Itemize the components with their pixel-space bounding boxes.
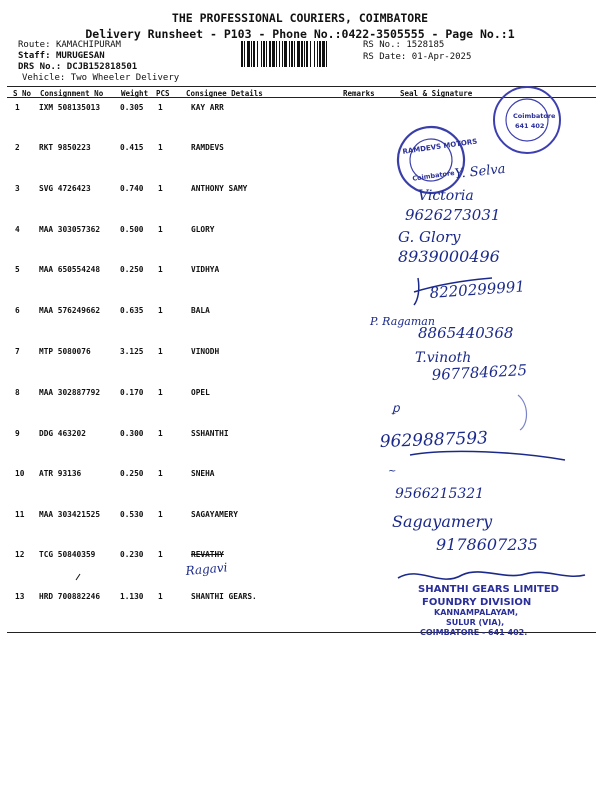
- rs-no-label: RS No.:: [363, 40, 401, 50]
- row-weight: 0.300: [120, 429, 144, 438]
- row-weight: 0.250: [120, 469, 144, 478]
- col-seal: Seal & Signature: [400, 89, 473, 98]
- route-value: KAMACHIPURAM: [55, 40, 121, 50]
- hw-r10-phone: 9566215321: [395, 486, 485, 502]
- rs-no-value: 1528185: [406, 40, 445, 50]
- row-pcs: 1: [158, 143, 163, 152]
- row-pcs: 1: [158, 265, 163, 274]
- row-pcs: 1: [158, 429, 163, 438]
- shanthi-line3: KANNAMPALAYAM,: [434, 608, 518, 617]
- row-consignee: VINODH: [191, 347, 220, 356]
- table-row: [0, 306, 600, 347]
- row-sno: 9: [15, 429, 20, 438]
- vehicle-label: Vehicle:: [22, 73, 66, 83]
- row-consignee: GLORY: [191, 225, 215, 234]
- table-row: [0, 347, 600, 388]
- hw-r7-signature: T.vinoth: [415, 350, 472, 366]
- table-row: [0, 469, 600, 510]
- row-consignee: RAMDEVS: [191, 143, 224, 152]
- kayarr-city: Coimbatore: [513, 112, 556, 120]
- staff-value: MURUGESAN: [55, 51, 105, 61]
- shanthi-line4: SULUR (VIA),: [446, 618, 505, 627]
- rs-no-info: [363, 40, 444, 50]
- row-pcs: 1: [158, 225, 163, 234]
- row-pcs: 1: [158, 388, 163, 397]
- table-row: [0, 388, 600, 429]
- row-consignee: KAY ARR: [191, 103, 224, 112]
- staff-info: [18, 51, 105, 61]
- hw-r11-signature: Sagayamery: [392, 512, 493, 531]
- row-sno: 3: [15, 184, 20, 193]
- hw-r3-phone: 9626273031: [405, 206, 501, 224]
- row-sno: 2: [15, 143, 20, 152]
- row-sno: 12: [15, 550, 25, 559]
- row-weight: 0.305: [120, 103, 144, 112]
- row-consignee: SHANTHI GEARS.: [191, 592, 257, 601]
- col-sno: S No: [13, 89, 32, 98]
- row-consignment: IXM 508135013: [39, 103, 101, 112]
- shanthi-line2: FOUNDRY DIVISION: [422, 597, 532, 608]
- row-weight: 1.130: [120, 592, 144, 601]
- row-pcs: 1: [158, 347, 163, 356]
- row-pcs: 1: [158, 103, 163, 112]
- hw-r10-mark: ~: [388, 466, 397, 477]
- barcode: [241, 41, 353, 67]
- ramdevs-bottom: Coimbatore: [411, 168, 456, 183]
- row-sno: 1: [15, 103, 20, 112]
- row-consignee: ANTHONY SAMY: [191, 184, 248, 193]
- row-consignment: SVG 4726423: [39, 184, 91, 193]
- row-consignment: DDG 463202: [39, 429, 86, 438]
- row-consignment: MAA 303057362: [39, 225, 101, 234]
- row-consignee: SAGAYAMERY: [191, 510, 238, 519]
- row-weight: 0.500: [120, 225, 144, 234]
- row-consignee: SNEHA: [191, 469, 215, 478]
- row-consignment: RKT 9850223: [39, 143, 91, 152]
- row-weight: 0.635: [120, 306, 144, 315]
- table-row: [0, 103, 600, 144]
- hw-r6-signature: P. Ragaman: [370, 315, 435, 328]
- shanthi-line1: SHANTHI GEARS LIMITED: [418, 584, 559, 595]
- hw-r12-signature: Ragavi: [185, 560, 229, 578]
- row-weight: 3.125: [120, 347, 144, 356]
- row-consignment: MAA 303421525: [39, 510, 101, 519]
- row-consignee: SSHANTHI: [191, 429, 229, 438]
- ramdevs-top: RAMDEVS MOTORS: [402, 137, 478, 156]
- kayarr-pin: 641 402: [515, 122, 545, 130]
- vehicle-info: [22, 73, 179, 83]
- col-consignment: Consignment No: [40, 89, 104, 98]
- drs-info: [18, 62, 137, 72]
- hw-r11-phone: 9178607235: [436, 535, 538, 554]
- route-info: [18, 40, 121, 50]
- row-sno: 7: [15, 347, 20, 356]
- row-pcs: 1: [158, 510, 163, 519]
- rs-date-value: 01-Apr-2025: [411, 52, 472, 62]
- table-row: [0, 225, 600, 266]
- table-row: [0, 143, 600, 184]
- row-weight: 0.415: [120, 143, 144, 152]
- drs-value: DCJB152818501: [66, 62, 138, 72]
- drs-label: DRS No.:: [18, 62, 62, 72]
- row-weight: 0.230: [120, 550, 144, 559]
- hw-r9-phone: 9629887593: [379, 428, 489, 452]
- staff-label: Staff:: [18, 51, 51, 61]
- row-consignment: ATR 93136: [39, 469, 82, 478]
- row-consignment: MAA 650554248: [39, 265, 101, 274]
- rs-date-label: RS Date:: [363, 52, 407, 62]
- table-bottom-rule: [7, 632, 596, 633]
- hw-r4-signature: G. Glory: [398, 228, 461, 246]
- hw-r8-mark: ꝑ: [392, 401, 400, 415]
- header-bottom-rule: [7, 97, 596, 98]
- table-row: [0, 184, 600, 225]
- table-row: [0, 429, 600, 470]
- row-consignee: REVATHY: [191, 550, 224, 559]
- table-row: [0, 510, 600, 551]
- col-weight: Weight: [121, 89, 149, 98]
- row-weight: 0.250: [120, 265, 144, 274]
- hw-r4-phone: 8939000496: [398, 247, 500, 266]
- row-sno: 10: [15, 469, 25, 478]
- row-pcs: 1: [158, 184, 163, 193]
- hw-r3-signature: Victoria: [418, 188, 474, 204]
- row-sno: 8: [15, 388, 20, 397]
- row-consignment: HRD 700882246: [39, 592, 101, 601]
- row-consignment: TCG 50840359: [39, 550, 96, 559]
- row-consignment: MAA 302887792: [39, 388, 101, 397]
- row-sno: 6: [15, 306, 20, 315]
- row-weight: 0.740: [120, 184, 144, 193]
- table-row: [0, 265, 600, 306]
- row-weight: 0.530: [120, 510, 144, 519]
- row-consignment: MAA 576249662: [39, 306, 101, 315]
- hw-r7-phone: 9677846225: [431, 361, 528, 384]
- table-row: [0, 550, 600, 591]
- row-pcs: 1: [158, 469, 163, 478]
- hw-r3-name: Y. Selva: [453, 161, 507, 182]
- row-consignment: MTP 5080076: [39, 347, 91, 356]
- row-consignee: BALA: [191, 306, 210, 315]
- row-weight: 0.170: [120, 388, 144, 397]
- row-sno: 5: [15, 265, 20, 274]
- header-top-rule: [7, 86, 596, 87]
- col-consignee: Consignee Details: [186, 89, 263, 98]
- row-consignee: VIDHYA: [191, 265, 220, 274]
- row-pcs: 1: [158, 550, 163, 559]
- col-pcs: PCS: [156, 89, 170, 98]
- company-title: THE PROFESSIONAL COURIERS, COIMBATORE: [171, 11, 429, 25]
- row-consignee: OPEL: [191, 388, 210, 397]
- row-pcs: 1: [158, 306, 163, 315]
- route-label: Route:: [18, 40, 51, 50]
- table-row: [0, 592, 600, 633]
- row-sno: 13: [15, 592, 25, 601]
- col-remarks: Remarks: [343, 89, 375, 98]
- vehicle-value: Two Wheeler Delivery: [70, 73, 180, 83]
- row-sno: 11: [15, 510, 25, 519]
- hw-r5-phone: 8220299991: [429, 277, 526, 302]
- runsheet-title: Delivery Runsheet - P103 - Phone No.:0422-3505555 - Page No.:1: [85, 27, 515, 41]
- shanthi-line5: COIMBATORE - 641 402.: [420, 628, 528, 637]
- row-pcs: 1: [158, 592, 163, 601]
- row-sno: 4: [15, 225, 20, 234]
- rs-date-info: [363, 52, 471, 62]
- hw-r6-phone: 8865440368: [418, 324, 514, 342]
